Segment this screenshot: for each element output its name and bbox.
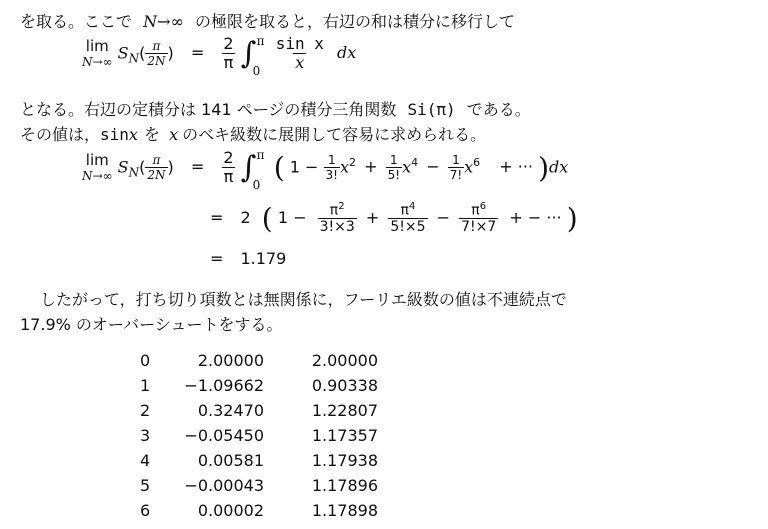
row-index: 0 bbox=[140, 351, 151, 370]
table-row bbox=[140, 423, 378, 448]
paragraph-line-1: を取る。ここで N→∞ の極限を取ると，右辺の和は積分に移行して bbox=[20, 12, 515, 31]
term-value: −0.00043 bbox=[184, 476, 264, 495]
integral-sign: ∫ π 0 bbox=[240, 33, 265, 78]
table-row bbox=[140, 473, 378, 498]
table-row bbox=[140, 398, 378, 423]
partial-sum: 1.17898 bbox=[311, 501, 378, 520]
si-pi: Si(π) bbox=[407, 100, 456, 119]
term-value: 2.00000 bbox=[197, 351, 264, 370]
paragraph-line-2: となる。右辺の定積分は 141 ページの積分三角関数 Si(π) である。 bbox=[20, 100, 531, 119]
row-index: 1 bbox=[140, 376, 151, 395]
equation-series-evaluated: = 2 ( 1 − $\frac{\pi^2}{3!\times 3}$ + $\frac{\pi^4}{5!\times 5}$ − $\frac{\pi^6}{7!\times 7}$ + − ··· ) bbox=[210, 201, 578, 236]
equation-result: = 1.179 bbox=[210, 249, 287, 268]
result-value: 1.179 bbox=[240, 249, 287, 268]
row-index: 2 bbox=[140, 401, 151, 420]
partial-sum: 0.90338 bbox=[311, 376, 378, 395]
equation-series-expansion: lim N→∞ $S_N$( $\frac{\pi}{2N}$ ) = $\frac{2}{\pi}$ ∫ π 0 ( 1 − $\frac{1}{3!}$ $x^2$ + $\frac{1}{5!}$ $x^4$ − $\frac{1}{7!}$ $x^6$ + ··· )dx bbox=[82, 147, 569, 192]
term-value: 0.32470 bbox=[197, 401, 264, 420]
partial-sum: 1.17896 bbox=[311, 476, 378, 495]
table-row bbox=[140, 498, 378, 523]
paragraph-line-5: 17.9% のオーバーシュートをする。 bbox=[20, 315, 283, 334]
equation-limit-integral: lim N→∞ $S_N$( $\frac{\pi}{2N}$ ) = $\frac{2}{\pi}$ ∫ π 0 $\frac{\text{sin x}}{x}$ dx bbox=[82, 33, 357, 78]
n-to-infinity: N→∞ bbox=[143, 12, 184, 31]
paragraph-line-4: したがって，打ち切り項数とは無関係に，フーリエ級数の値は不連続点で bbox=[40, 290, 567, 309]
partial-sum: 1.22807 bbox=[311, 401, 378, 420]
partial-sum: 2.00000 bbox=[311, 351, 378, 370]
row-index: 6 bbox=[140, 501, 151, 520]
row-index: 3 bbox=[140, 426, 151, 445]
row-index: 5 bbox=[140, 476, 151, 495]
table-row bbox=[140, 373, 378, 398]
table-row bbox=[140, 348, 378, 373]
term-value: −1.09662 bbox=[184, 376, 264, 395]
table-row bbox=[140, 448, 378, 473]
partial-sum: 1.17357 bbox=[311, 426, 378, 445]
term-value: 0.00002 bbox=[197, 501, 264, 520]
term-value: 0.00581 bbox=[197, 451, 264, 470]
term-value: −0.05450 bbox=[184, 426, 264, 445]
partial-sum: 1.17938 bbox=[311, 451, 378, 470]
row-index: 4 bbox=[140, 451, 151, 470]
paragraph-line-3: その値は，sinx を x のベキ級数に展開して容易に求められる。 bbox=[20, 125, 487, 144]
series-table bbox=[140, 348, 378, 523]
